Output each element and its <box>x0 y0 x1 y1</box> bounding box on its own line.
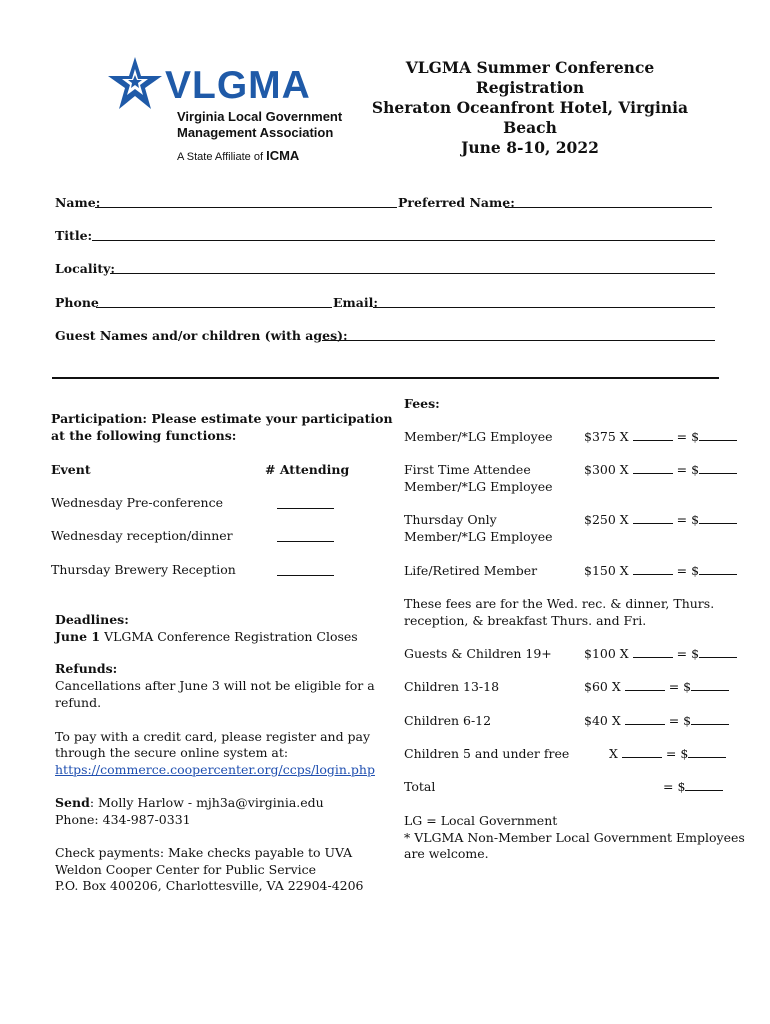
fee-member-qty-input[interactable] <box>633 429 673 441</box>
logo-org-line2: Management Association <box>177 125 334 140</box>
deadline-date: June 1 <box>55 629 101 644</box>
fee-children-5-label: Children 5 and under free <box>404 746 570 761</box>
fee-thursday-line2: Member/*LG Employee <box>404 529 553 544</box>
fee-thursday-total-input[interactable] <box>699 512 737 524</box>
fee-price: $150 X <box>584 563 629 578</box>
fee-life-label: Life/Retired Member <box>404 563 538 578</box>
fee-guests-calc <box>584 646 737 661</box>
participation-heading-line1: Participation: Please estimate your participation <box>51 411 393 426</box>
fee-life-calc <box>584 563 737 578</box>
name-field[interactable] <box>95 195 397 208</box>
fee-total-label: Total <box>404 779 436 794</box>
attending-column-header: # Attending <box>265 462 350 477</box>
fee-equals: = $ <box>668 679 692 694</box>
fee-children-5-calc <box>609 746 726 761</box>
fee-equals: = $ <box>676 429 700 444</box>
fee-children-5-total-input[interactable] <box>688 746 726 758</box>
check-line2: Weldon Cooper Center for Public Service <box>55 862 317 877</box>
preferred-name-label: Preferred Name: <box>398 195 515 210</box>
fee-children-13-qty-input[interactable] <box>625 679 665 691</box>
fee-children-6-qty-input[interactable] <box>625 713 665 725</box>
guests-field[interactable] <box>322 328 715 341</box>
locality-field[interactable] <box>110 261 715 274</box>
event-column-header: Event <box>51 462 91 477</box>
fee-price: $375 X <box>584 429 629 444</box>
fee-life-total-input[interactable] <box>699 563 737 575</box>
send-label: Send <box>55 795 90 810</box>
fee-price: $250 X <box>584 512 629 527</box>
phone-label: Phone <box>55 295 99 310</box>
fee-children-6-total-input[interactable] <box>691 713 729 725</box>
event-row-label: Wednesday Pre-conference <box>51 495 224 510</box>
fee-price: $60 X <box>584 679 621 694</box>
fee-guests-qty-input[interactable] <box>633 646 673 658</box>
fee-thursday-line1: Thursday Only <box>404 512 497 527</box>
fee-member-label: Member/*LG Employee <box>404 429 553 444</box>
fee-member-total-input[interactable] <box>699 429 737 441</box>
event-row-label: Wednesday reception/dinner <box>51 528 233 543</box>
affiliate-prefix: A State Affiliate of <box>177 151 264 163</box>
fee-equals: = $ <box>663 779 686 794</box>
email-field[interactable] <box>373 295 715 308</box>
fee-equals: = $ <box>668 713 692 728</box>
fee-first-time-qty-input[interactable] <box>633 462 673 474</box>
fee-equals: = $ <box>676 646 700 661</box>
fee-total-calc <box>663 779 723 794</box>
payment-line2: through the secure online system at: <box>55 745 289 760</box>
fee-price: $100 X <box>584 646 629 661</box>
payment-line1: To pay with a credit card, please register and pay <box>55 729 371 744</box>
fee-equals: = $ <box>665 746 689 761</box>
preferred-name-field[interactable] <box>505 195 712 208</box>
fee-children-5-qty-input[interactable] <box>622 746 662 758</box>
lg-note: LG = Local Government <box>404 813 558 828</box>
fees-heading: Fees: <box>404 396 440 411</box>
fee-guests-total-input[interactable] <box>699 646 737 658</box>
fee-grand-total-input[interactable] <box>685 779 723 791</box>
fee-equals: = $ <box>676 512 700 527</box>
fee-children-6-label: Children 6-12 <box>404 713 492 728</box>
logo-affiliate <box>177 148 299 163</box>
locality-label: Locality: <box>55 261 115 276</box>
fee-thursday-qty-input[interactable] <box>633 512 673 524</box>
conference-dates: June 8-10, 2022 <box>461 138 599 157</box>
nonmember-note-line2: are welcome. <box>404 846 489 861</box>
attending-input-wed-reception[interactable] <box>277 529 334 542</box>
deadlines-heading: Deadlines: <box>55 612 129 627</box>
fee-first-time-calc <box>584 462 737 477</box>
refunds-heading: Refunds: <box>55 661 118 676</box>
fee-thursday-calc <box>584 512 737 527</box>
guests-label: Guest Names and/or children (with ages): <box>55 328 348 343</box>
check-line3: P.O. Box 400206, Charlottesville, VA 22904-4206 <box>55 878 364 893</box>
fee-life-qty-input[interactable] <box>633 563 673 575</box>
deadline-line <box>55 629 358 644</box>
fees-note-line2: reception, & breakfast Thurs. and Fri. <box>404 613 647 628</box>
check-line1: Check payments: Make checks payable to UVA <box>55 845 353 860</box>
conference-header <box>350 58 710 158</box>
logo-org-line1: Virginia Local Government <box>177 109 343 124</box>
send-line <box>55 795 324 810</box>
fee-member-calc <box>584 429 737 444</box>
vlgma-star-logo-icon <box>108 57 162 109</box>
contact-phone: Phone: 434-987-0331 <box>55 812 191 827</box>
fee-first-time-line2: Member/*LG Employee <box>404 479 553 494</box>
fee-children-13-label: Children 13-18 <box>404 679 500 694</box>
fee-first-time-total-input[interactable] <box>699 462 737 474</box>
conference-venue: Sheraton Oceanfront Hotel, Virginia Beach <box>371 98 689 137</box>
refunds-line1: Cancellations after June 3 will not be eligible for a <box>55 678 375 693</box>
refunds-line2: refund. <box>55 695 102 710</box>
email-label: Email: <box>333 295 378 310</box>
send-text: : Molly Harlow - mjh3a@virginia.edu <box>89 795 324 810</box>
fee-equals: = $ <box>676 462 700 477</box>
phone-field[interactable] <box>96 295 332 308</box>
fee-guests-label: Guests & Children 19+ <box>404 646 552 661</box>
fee-price: $40 X <box>584 713 621 728</box>
fee-price: $300 X <box>584 462 629 477</box>
fee-children-6-calc <box>584 713 729 728</box>
fee-first-time-line1: First Time Attendee <box>404 462 531 477</box>
attending-input-thu-brewery[interactable] <box>277 563 334 576</box>
section-divider <box>52 377 719 379</box>
fee-price: X <box>609 746 618 761</box>
conference-title: VLGMA Summer Conference Registration <box>405 58 655 97</box>
deadline-text: VLGMA Conference Registration Closes <box>104 629 358 644</box>
title-field[interactable] <box>92 228 715 241</box>
attending-input-wed-preconference[interactable] <box>277 496 334 509</box>
nonmember-note-line1: * VLGMA Non-Member Local Government Employees <box>404 830 745 845</box>
fee-children-13-total-input[interactable] <box>691 679 729 691</box>
fee-equals: = $ <box>676 563 700 578</box>
payment-url-link[interactable]: https://commerce.coopercenter.org/ccps/login.php <box>55 762 375 777</box>
name-label: Name: <box>55 195 101 210</box>
participation-heading-line2: at the following functions: <box>51 428 237 443</box>
event-row-label: Thursday Brewery Reception <box>51 562 236 577</box>
title-label: Title: <box>55 228 93 243</box>
logo-wordmark: VLGMA <box>165 64 311 107</box>
icma-brand: ICMA <box>266 148 300 163</box>
fees-note-line1: These fees are for the Wed. rec. & dinner, Thurs. <box>404 596 715 611</box>
fee-children-13-calc <box>584 679 729 694</box>
